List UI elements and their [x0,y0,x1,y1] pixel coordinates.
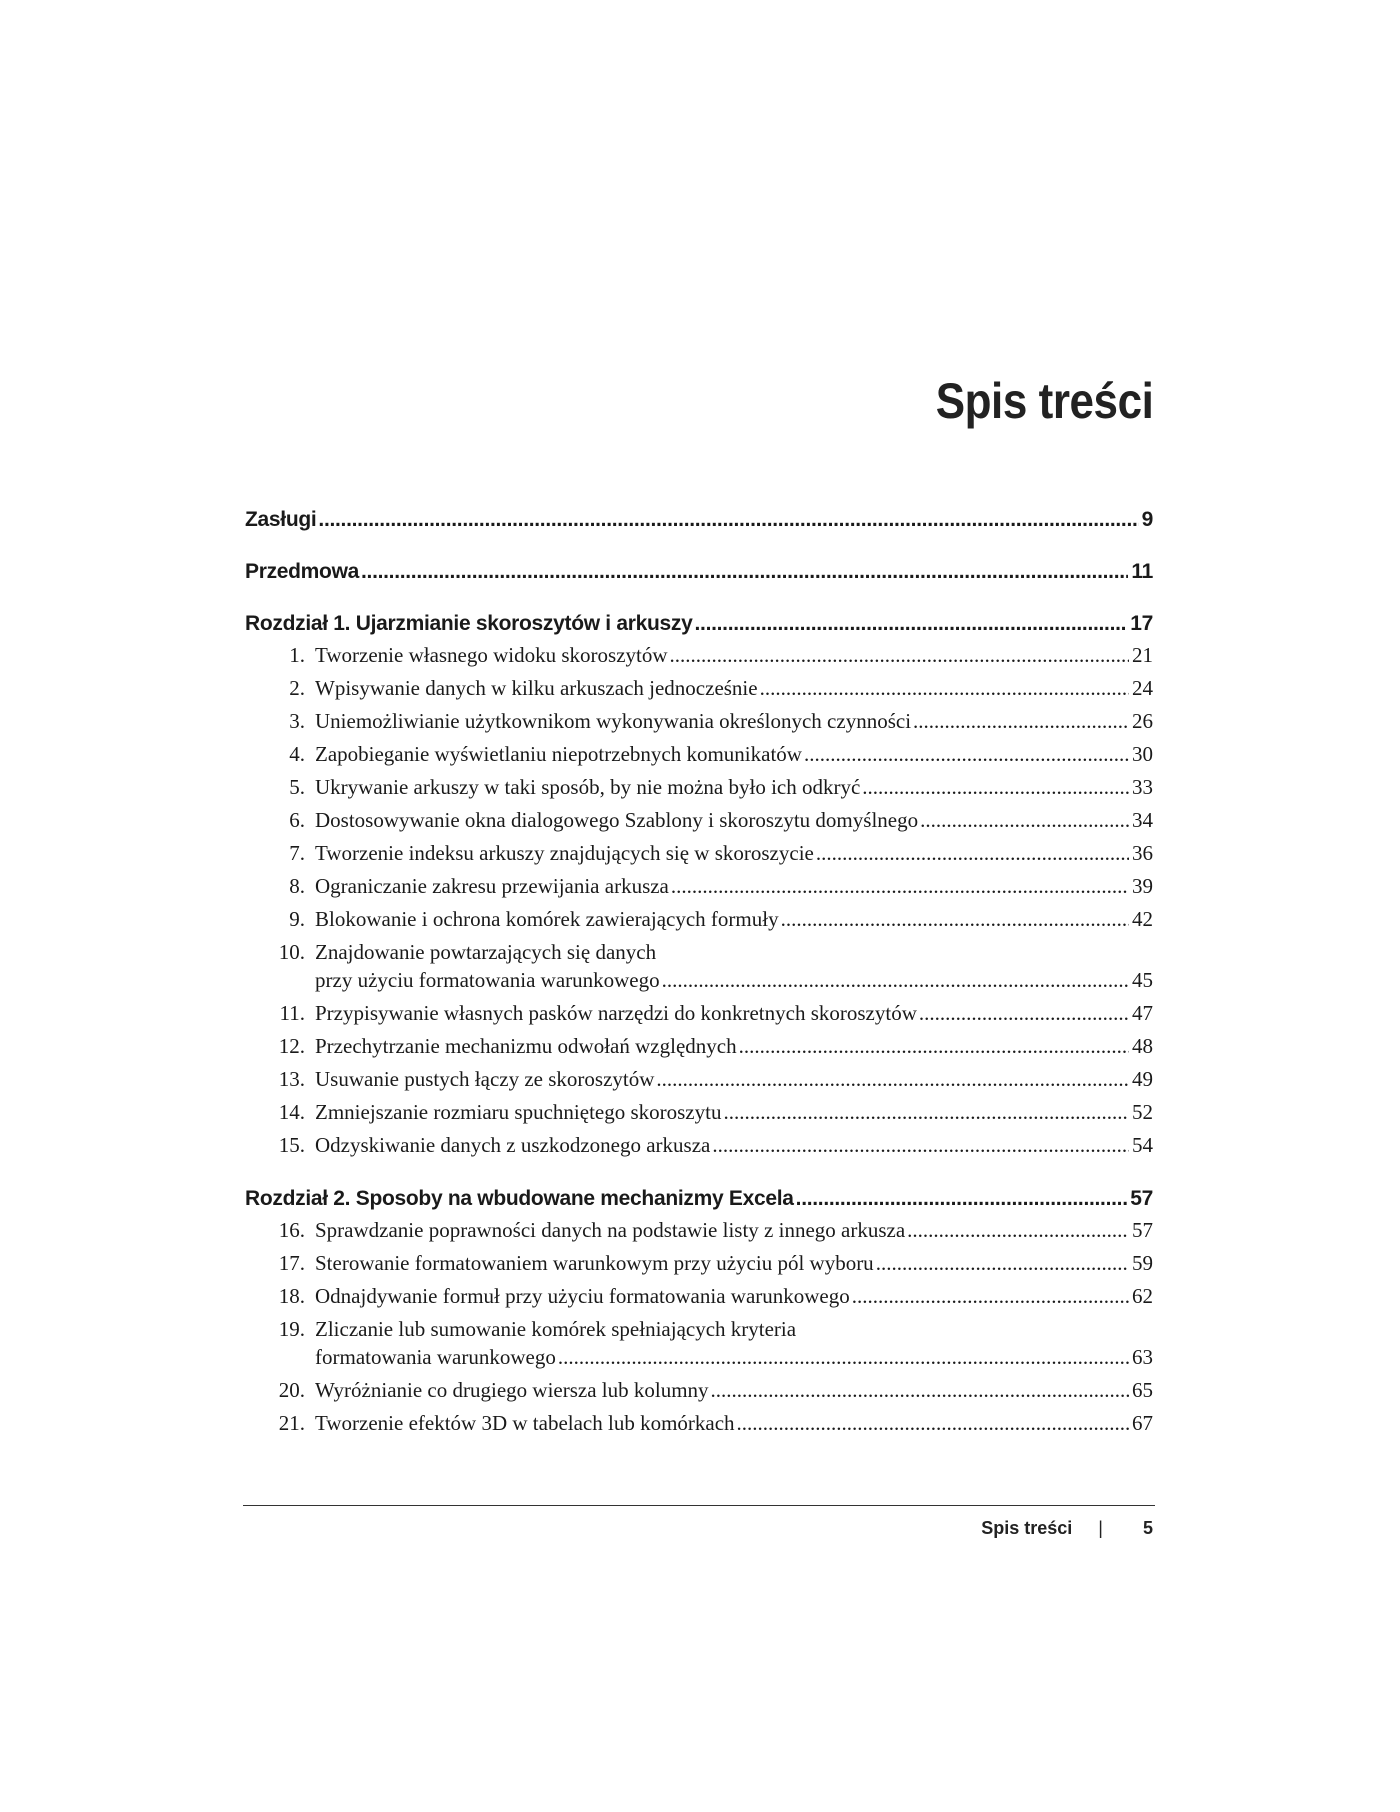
toc-item-number: 11. [279,1001,305,1025]
toc-item-number: 3. [289,709,305,733]
dot-leader [656,1063,1129,1096]
toc-chapter-1-items [245,639,1153,1162]
footer-section-title: Spis treści [981,1518,1073,1538]
toc-item-label [273,672,758,705]
toc-item-label [273,1280,850,1313]
toc-item-number: 12. [278,1034,305,1058]
toc-chapter-page: 17 [1130,612,1153,635]
toc-item-label [273,771,860,804]
dot-leader [671,870,1129,903]
toc-item[interactable] [245,639,1153,672]
dot-leader [876,1247,1129,1280]
toc-item-page: 67 [1132,1411,1153,1435]
toc-item-label [273,1129,710,1162]
toc-item-page: 45 [1132,968,1153,992]
dot-leader [695,609,1128,639]
toc-item-text: Sprawdzanie poprawności danych na podstawie listy z innego arkusza [315,1218,906,1242]
toc-chapter-2-items [245,1214,1153,1440]
table-of-contents [245,505,1153,1440]
toc-item-text: Usuwanie pustych łączy ze skoroszytów [315,1067,655,1091]
toc-item[interactable] [245,1030,1153,1063]
toc-item-page: 26 [1132,709,1153,733]
dot-leader [907,1214,1129,1247]
toc-entry-przedmowa[interactable] [245,557,1153,587]
toc-entry-page: 9 [1141,508,1153,531]
toc-item-text: Odzyskiwanie danych z uszkodzonego arkusza [315,1133,711,1157]
toc-chapter-page: 57 [1130,1187,1153,1210]
toc-item-number: 9. [289,907,305,931]
toc-item-text: Przechytrzanie mechanizmu odwołań względnych [315,1034,737,1058]
toc-item-page: 24 [1132,676,1153,700]
dot-leader [712,1129,1129,1162]
toc-item-page: 36 [1132,841,1153,865]
dot-leader [816,837,1129,870]
toc-item[interactable] [245,1407,1153,1440]
dot-leader [711,1374,1129,1407]
dot-leader [662,966,1129,994]
toc-item[interactable] [245,1374,1153,1407]
dot-leader [913,705,1129,738]
toc-item[interactable] [245,672,1153,705]
toc-item-text: Uniemożliwianie użytkownikom wykonywania określonych czynności [315,709,912,733]
toc-item-label-line1: Zliczanie lub sumowanie komórek spełniających kryteria [315,1317,797,1341]
toc-item-page: 54 [1132,1133,1153,1157]
toc-item-label [273,1247,874,1280]
toc-item-label [273,870,669,903]
toc-chapter-label: Rozdział 2. Sposoby na wbudowane mechanizmy Excela [245,1187,794,1210]
page-title: Spis treści [935,372,1153,429]
toc-item-page: 48 [1132,1034,1153,1058]
toc-item-page: 47 [1132,1001,1153,1025]
toc-item-page: 30 [1132,742,1153,766]
page-number: 5 [1142,1518,1153,1538]
toc-item-number: 21. [278,1411,305,1435]
toc-item-number: 1. [289,643,305,667]
toc-item-page: 49 [1132,1067,1153,1091]
toc-entry-label: Przedmowa [245,560,359,583]
toc-item-text: Wyróżnianie co drugiego wiersza lub kolumny [315,1378,709,1402]
toc-item[interactable] [245,997,1153,1030]
toc-item-text: Zapobieganie wyświetlaniu niepotrzebnych komunikatów [315,742,802,766]
toc-item-text: Tworzenie własnego widoku skoroszytów [315,643,668,667]
toc-item-page: 52 [1132,1100,1153,1124]
toc-item-text: Tworzenie efektów 3D w tabelach lub komórkach [315,1411,735,1435]
dot-leader [852,1280,1129,1313]
toc-item-number: 2. [289,676,305,700]
dot-leader [862,771,1129,804]
dot-leader [796,1184,1128,1214]
toc-item-number: 15. [278,1133,305,1157]
toc-item-number: 4. [289,742,305,766]
toc-item-label [273,903,779,936]
toc-item[interactable] [245,903,1153,936]
toc-item-label [273,738,802,771]
toc-item-label [273,1030,737,1063]
toc-item-number: 18. [278,1284,305,1308]
toc-item-number: 17. [278,1251,305,1275]
toc-item-number: 6. [289,808,305,832]
page-footer [981,1518,1153,1539]
toc-item-page: 42 [1132,907,1153,931]
toc-item-label [273,1374,709,1407]
dot-leader [919,997,1129,1030]
toc-item-page: 57 [1132,1218,1153,1242]
toc-item-number: 5. [289,775,305,799]
toc-chapter-2[interactable] [245,1184,1153,1214]
toc-item-label [273,1063,654,1096]
toc-chapter-1[interactable] [245,609,1153,639]
dot-leader [558,1343,1129,1371]
dot-leader [804,738,1129,771]
toc-item[interactable] [245,771,1153,804]
toc-item-text: Odnajdywanie formuł przy użyciu formatowania warunkowego [315,1284,850,1308]
toc-item[interactable] [245,1313,1153,1374]
toc-entry-label: Zasługi [245,508,317,531]
toc-item-page: 34 [1132,808,1153,832]
toc-item-text: Przypisywanie własnych pasków narzędzi do konkretnych skoroszytów [315,1001,917,1025]
toc-item-label: formatowania warunkowego [315,1345,556,1369]
toc-item-page: 39 [1132,874,1153,898]
toc-item-label [273,804,918,837]
toc-item-text: Blokowanie i ochrona komórek zawierających formuły [315,907,779,931]
toc-item[interactable] [245,1096,1153,1129]
toc-item-page: 21 [1132,643,1153,667]
toc-item-text: Wpisywanie danych w kilku arkuszach jednocześnie [315,676,758,700]
dot-leader [318,505,1138,535]
toc-entry-page: 11 [1131,560,1153,583]
toc-item-number: 7. [289,841,305,865]
toc-item-number: 10. [278,940,305,964]
toc-item-label [273,639,668,672]
toc-item-label-line1: Znajdowanie powtarzających się danych [315,940,657,964]
toc-item-number: 16. [278,1218,305,1242]
toc-item-page: 65 [1132,1378,1153,1402]
toc-item-label [273,837,814,870]
toc-item[interactable] [245,804,1153,837]
toc-item-page: 62 [1132,1284,1153,1308]
toc-item-label [273,705,911,738]
toc-item-label [273,1214,905,1247]
dot-leader [361,557,1128,587]
toc-item[interactable] [245,738,1153,771]
toc-item-number: 14. [278,1100,305,1124]
dot-leader [781,903,1129,936]
toc-item-label: przy użyciu formatowania warunkowego [315,968,660,992]
dot-leader [737,1407,1129,1440]
toc-item-text: Tworzenie indeksu arkuszy znajdujących się w skoroszycie [315,841,814,865]
toc-item[interactable] [245,1214,1153,1247]
toc-entry-zaslugi[interactable] [245,505,1153,535]
toc-item[interactable] [245,837,1153,870]
dot-leader [760,672,1129,705]
toc-item[interactable] [245,870,1153,903]
dot-leader [920,804,1129,837]
toc-item[interactable] [245,1129,1153,1162]
toc-item-text: Zmniejszanie rozmiaru spuchniętego skoroszytu [315,1100,722,1124]
toc-item-label [273,1096,721,1129]
dot-leader [670,639,1129,672]
toc-item-number: 19. [278,1317,305,1341]
toc-item-page: 33 [1132,775,1153,799]
toc-item-page: 63 [1132,1345,1153,1369]
toc-item[interactable] [245,1063,1153,1096]
toc-item-text: Ograniczanie zakresu przewijania arkusza [315,874,669,898]
toc-item[interactable] [245,1280,1153,1313]
toc-item-number: 8. [289,874,305,898]
dot-leader [723,1096,1129,1129]
toc-item-label [273,997,917,1030]
toc-item-text: Sterowanie formatowaniem warunkowym przy użyciu pól wyboru [315,1251,874,1275]
toc-item[interactable] [245,705,1153,738]
toc-item-text: Dostosowywanie okna dialogowego Szablony i skoroszytu domyślnego [315,808,919,832]
footer-divider [243,1505,1155,1506]
toc-item[interactable] [245,1247,1153,1280]
toc-item-number: 13. [278,1067,305,1091]
toc-item-page: 59 [1132,1251,1153,1275]
toc-chapter-label: Rozdział 1. Ujarzmianie skoroszytów i arkuszy [245,612,693,635]
toc-item-text: Ukrywanie arkuszy w taki sposób, by nie można było ich odkryć [315,775,861,799]
footer-separator: | [1098,1518,1103,1538]
toc-item[interactable] [245,936,1153,997]
dot-leader [739,1030,1129,1063]
toc-item-number: 20. [278,1378,305,1402]
toc-item-label [273,1407,735,1440]
